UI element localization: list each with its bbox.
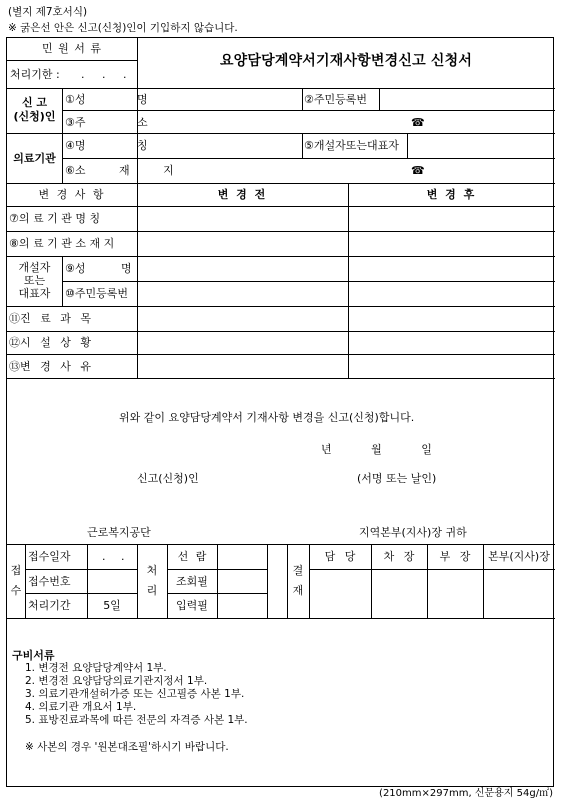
required-doc-item: 2. 변경전 요양담당의료기관지정서 1부. xyxy=(25,675,208,687)
deadline-label: 처리기한 : xyxy=(10,68,60,81)
institution-group-label: 의료기관 xyxy=(13,152,56,165)
before-institution-location-field[interactable] xyxy=(140,233,346,254)
institution-name-field[interactable] xyxy=(140,135,300,156)
phone-icon: ☎ xyxy=(411,116,425,129)
after-institution-location-field[interactable] xyxy=(351,233,552,254)
row-change-reason: ⑬변 경 사 유 xyxy=(9,360,91,373)
institution-location-label: ⑥소 재 지 xyxy=(65,164,174,177)
change-reason-field[interactable] xyxy=(140,356,552,376)
institution-location-field[interactable] xyxy=(140,160,410,181)
row-founder-rrn: ⑩주민등록번 xyxy=(65,287,128,300)
institution-founder-label: ⑤개설자또는대표자 xyxy=(304,139,399,152)
staff-label: 담 당 xyxy=(324,550,356,563)
row-clinical-subjects: ⑪진 료 과 목 xyxy=(9,312,91,325)
institution-founder-field[interactable] xyxy=(410,135,552,156)
before-change-header: 변 경 전 xyxy=(217,188,268,201)
phone-icon: ☎ xyxy=(411,164,425,177)
addressee: 지역본부(지사)장 귀하 xyxy=(359,526,467,539)
applicant-signature-label: 신고(신청)인 xyxy=(137,472,199,485)
reception-date-label: 접수일자 xyxy=(28,550,71,563)
after-institution-name-field[interactable] xyxy=(351,208,552,229)
after-founder-name-field[interactable] xyxy=(351,258,552,279)
deputy-label: 차 장 xyxy=(383,550,415,563)
applicant-address-field[interactable] xyxy=(140,112,410,131)
copy-note: ※ 사본의 경우 '원본대조필'하시기 바랍니다. xyxy=(25,741,229,753)
before-institution-name-field[interactable] xyxy=(140,208,346,229)
required-doc-item: 5. 표방진료과목에 따른 전문의 자격증 사본 1부. xyxy=(25,714,248,726)
required-doc-item: 4. 의료기관 개요서 1부. xyxy=(25,701,137,713)
required-doc-item: 3. 의료기관개설허가증 또는 신고필증 사본 1부. xyxy=(25,688,245,700)
row-facility-status: ⑫시 설 상 황 xyxy=(9,336,91,349)
agency-name: 근로복지공단 xyxy=(87,526,151,539)
before-clinical-subjects-field[interactable] xyxy=(140,308,346,329)
deadline-value[interactable]: . . . xyxy=(81,68,134,81)
after-clinical-subjects-field[interactable] xyxy=(351,308,552,329)
applicant-rrn-label: ②주민등록번 xyxy=(304,93,367,106)
applicant-address-label: ③주 소 xyxy=(65,116,148,129)
institution-name-label: ④명 칭 xyxy=(65,139,148,152)
before-founder-name-field[interactable] xyxy=(140,258,346,279)
applicant-name-field[interactable] xyxy=(140,90,300,108)
reception-number-label: 접수번호 xyxy=(28,575,71,588)
reception-date-value[interactable]: . . xyxy=(102,550,131,563)
before-facility-status-field[interactable] xyxy=(140,333,346,352)
declaration-statement: 위와 같이 요양담당계약서 기재사항 변경을 신고(신청)합니다. xyxy=(119,411,415,424)
applicant-group-label: 신 고 (신청)인 xyxy=(13,96,56,123)
declaration-date[interactable]: 년 월 일 xyxy=(321,443,432,456)
fill-note: ※ 굵은선 안은 신고(신청)인이 기입하지 않습니다. xyxy=(8,22,238,34)
after-founder-rrn-field[interactable] xyxy=(351,283,552,304)
row-institution-location: ⑧의 료 기 관 소 재 지 xyxy=(9,237,115,250)
approval-label: 결 재 xyxy=(292,564,304,597)
reception-label: 접 수 xyxy=(10,564,22,597)
processing-label: 처 리 xyxy=(146,564,158,597)
required-docs-list xyxy=(25,662,248,727)
required-doc-item: 1. 변경전 요양담당계약서 1부. xyxy=(25,662,167,674)
application-form xyxy=(6,37,554,787)
processing-period-label: 처리기간 xyxy=(28,599,71,612)
check-label: 조회필 xyxy=(176,575,208,588)
after-change-header: 변 경 후 xyxy=(426,188,477,201)
applicant-name-label: ①성 명 xyxy=(65,93,148,106)
form-number: (별지 제7호서식) xyxy=(8,6,88,18)
branch-head-label: 본부(지사)장 xyxy=(488,550,550,563)
input-label: 입력필 xyxy=(176,599,208,612)
director-label: 부 장 xyxy=(439,550,471,563)
before-founder-rrn-field[interactable] xyxy=(140,283,346,304)
row-institution-name: ⑦의 료 기 관 명 칭 xyxy=(9,212,101,225)
change-item-header: 변 경 사 항 xyxy=(38,188,106,201)
paper-spec: (210mm×297mm, 신문용지 54g/㎡) xyxy=(379,788,553,799)
form-title: 요양담당계약서기재사항변경신고 신청서 xyxy=(219,53,473,69)
founder-group-label: 개설자 또는 대표자 xyxy=(18,261,51,300)
applicant-rrn-field[interactable] xyxy=(382,90,552,108)
after-facility-status-field[interactable] xyxy=(351,333,552,352)
reception-number-field[interactable] xyxy=(89,571,135,591)
signature-placeholder[interactable]: (서명 또는 날인) xyxy=(357,472,437,485)
civil-docs-label: 민 원 서 류 xyxy=(42,42,102,55)
required-docs-heading: 구비서류 xyxy=(12,649,55,662)
processing-period-value: 5일 xyxy=(103,599,121,612)
view-label: 선 람 xyxy=(177,550,207,563)
row-founder-name: ⑨성 명 xyxy=(65,262,132,275)
